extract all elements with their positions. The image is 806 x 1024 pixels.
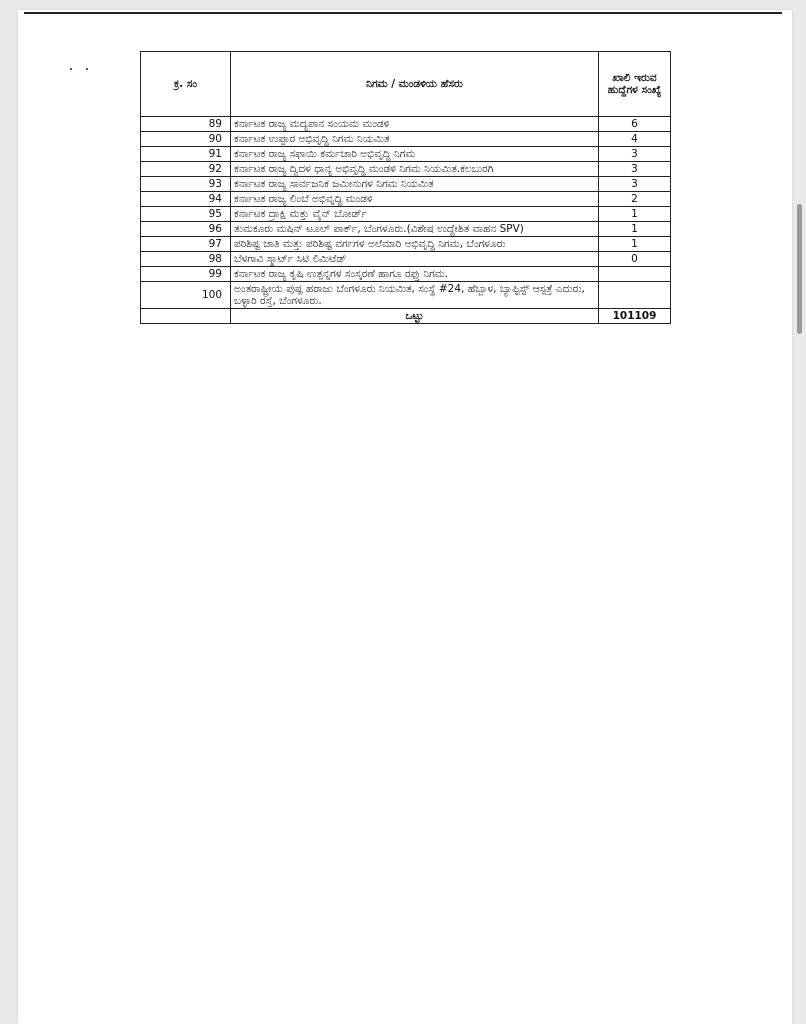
row-count: 0 [599,252,671,267]
row-name: ಕರ್ನಾಟಕ ಉಪ್ಪಾರ ಅಭಿವೃದ್ಧಿ ನಿಗಮ ನಿಯಮಿತ [231,132,599,147]
row-count: 2 [599,192,671,207]
row-count: 6 [599,117,671,132]
table-row [141,192,671,207]
row-count: 1 [599,222,671,237]
row-count: 3 [599,162,671,177]
row-name: ಕರ್ನಾಟಕ ರಾಜ್ಯ ಸಾರ್ವಜನಿಕ ಜಮೀನುಗಳ ನಿಗಮ ನಿಯಮಿತ [231,177,599,192]
table-row [141,177,671,192]
table-row [141,237,671,252]
row-name: ಪರಿಶಿಷ್ಟ ಜಾತಿ ಮತ್ತು ಪರಿಶಿಷ್ಟ ವರ್ಗಗಳ ಅಲೆಮಾರಿ ಅಭಿವೃದ್ಧಿ ನಿಗಮ, ಬೆಂಗಳೂರು [231,237,599,252]
table-row [141,222,671,237]
total-value: 101109 [599,309,671,324]
row-name: ಕರ್ನಾಟಕ ರಾಜ್ಯ ಮದ್ಯಪಾನ ಸಂಯಮ ಮಂಡಳಿ [231,117,599,132]
total-empty-cell [141,309,231,324]
row-count: 1 [599,207,671,222]
table-row [141,117,671,132]
row-serial: 100 [141,282,231,309]
row-name: ಕರ್ನಾಟಕ ದ್ರಾಕ್ಷಿ ಮತ್ತು ವೈನ್ ಬೋರ್ಡ್ [231,207,599,222]
total-label: ಒಟ್ಟು [231,309,599,324]
row-serial: 97 [141,237,231,252]
row-name: ಬೆಳಗಾವಿ ಸ್ಮಾರ್ಟ್ ಸಿಟಿ ಲಿಮಿಟೆಡ್ [231,252,599,267]
row-serial: 98 [141,252,231,267]
row-count [599,282,671,309]
row-name: ಅಂತರಾಷ್ಟ್ರೀಯ ಪುಷ್ಪ ಹರಾಜು ಬೆಂಗಳೂರು ನಿಯಮಿತ, ಸಂಸ್ಥೆ #24, ಹೆಬ್ಬಾಳ, ಬ್ಯಾಪ್ಟಿಸ್ಟ್ ಆಸ್ಪತ್ರೆ ಎದುರು, ಬಳ್ಳಾರಿ ರಸ್ತೆ, ಬೆಂಗಳೂರು. [231,282,599,309]
row-count [599,267,671,282]
row-serial: 89 [141,117,231,132]
row-count: 3 [599,147,671,162]
table-row [141,252,671,267]
row-name: ಕರ್ನಾಟಕ ರಾಜ್ಯ ದ್ವಿದಳ ಧಾನ್ಯ ಅಭಿವೃದ್ಧಿ ಮಂಡಳಿ ನಿಗಮ ನಿಯಮಿತ.ಕಲಬುರಗಿ [231,162,599,177]
header-serial: ಕ್ರ. ಸಂ [141,52,231,117]
row-serial: 92 [141,162,231,177]
top-rule [24,12,782,14]
scan-dot [86,68,88,70]
row-count: 3 [599,177,671,192]
table-row [141,162,671,177]
row-serial: 95 [141,207,231,222]
header-count: ಖಾಲಿ ಇರುವ ಹುದ್ದೆಗಳ ಸಂಖ್ಯೆ [599,52,671,117]
row-serial: 93 [141,177,231,192]
table-row [141,147,671,162]
scrollbar-thumb[interactable] [797,204,802,334]
vacancy-table [140,51,671,324]
row-name: ಕರ್ನಾಟಕ ರಾಜ್ಯ ಕೃಷಿ ಉತ್ಪನ್ನಗಳ ಸಂಸ್ಕರಣೆ ಹಾಗೂ ರಫ್ತು ನಿಗಮ. [231,267,599,282]
table-row [141,282,671,309]
row-serial: 94 [141,192,231,207]
table-row [141,132,671,147]
table-body [141,117,671,309]
row-name: ತುಮಕೂರು ಮಷಿನ್ ಟೂಲ್ ಪಾರ್ಕ್, ಬೆಂಗಳೂರು.(ವಿಶೇಷ ಉದ್ದೇಶಿತ ವಾಹನ SPV) [231,222,599,237]
table-header-row [141,52,671,117]
row-name: ಕರ್ನಾಟಕ ರಾಜ್ಯ ಲಿಂಬೆ ಅಭಿವೃದ್ಧಿ ಮಂಡಳಿ [231,192,599,207]
header-name: ನಿಗಮ / ಮಂಡಳಿಯ ಹೆಸರು [231,52,599,117]
row-serial: 96 [141,222,231,237]
table-row [141,207,671,222]
total-row [141,309,671,324]
row-serial: 90 [141,132,231,147]
row-count: 1 [599,237,671,252]
row-serial: 91 [141,147,231,162]
row-count: 4 [599,132,671,147]
table-row [141,267,671,282]
document-page [18,10,792,1024]
scan-dot [70,68,72,70]
row-name: ಕರ್ನಾಟಕ ರಾಜ್ಯ ಸಫಾಯಿ ಕರ್ಮಚಾರಿ ಅಭಿವೃದ್ಧಿ ನಿಗಮ [231,147,599,162]
row-serial: 99 [141,267,231,282]
